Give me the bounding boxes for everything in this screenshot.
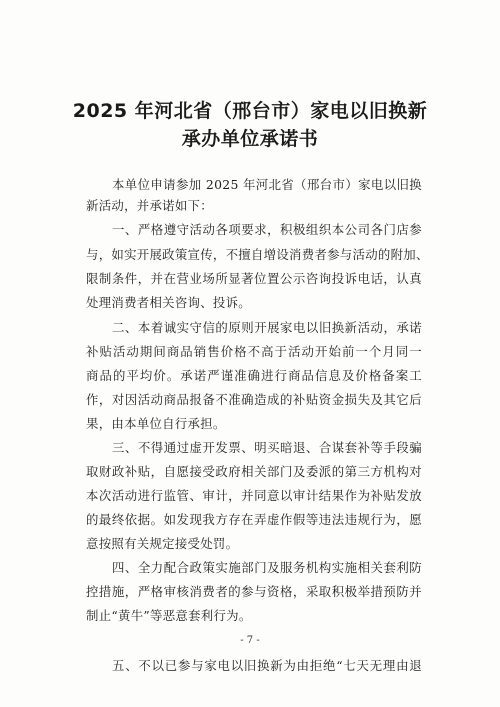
body-line: 新活动，并承诺如下： [86,198,213,213]
body-line: 控措施，严格审核消费者的参与资格，采取积极举措预防并 [86,584,422,599]
body-line: 果，由本单位自行承担。 [86,416,226,431]
body-line: 商品的平均价。承诺严谨准确进行商品信息及价格备案工 [86,368,422,383]
body-line: 一、严格遵守活动各项要求，积极组织本公司各门店参 [112,222,422,237]
body-line: 限制条件，并在营业场所显著位置公示咨询投诉电话，认真 [86,271,422,286]
body-line: 本单位申请参加 2025 年河北省（邢台市）家电以旧换 [112,177,422,192]
document-title-line-1: 2025 年河北省（邢台市）家电以旧换新 [72,100,428,122]
body-line: 三、不得通过虚开发票、明买暗退、合谋套补等手段骗 [112,440,422,455]
page-number: - 7 - [240,635,260,646]
body-line: 的最终依据。如发现我方存在弄虚作假等违法违规行为，愿 [86,512,422,527]
body-line: 四、全力配合政策实施部门及服务机构实施相关套利防 [112,560,422,575]
body-line: 处理消费者相关咨询、投诉。 [86,295,251,310]
body-line: 作，对因活动商品报备不准确造成的补贴资金损失及其它后 [86,392,422,407]
document-title-line-2: 承办单位承诺书 [181,128,319,150]
body-line: 意按照有关规定接受处罚。 [86,536,239,551]
body-line: 二、本着诚实守信的原则开展家电以旧换新活动，承诺 [112,320,422,335]
body-line: 本次活动进行监管、审计，并同意以审计结果作为补贴发放 [86,488,422,503]
body-line: 制止“黄牛”等恶意套利行为。 [86,608,252,623]
body-line: 五、不以已参与家电以旧换新为由拒绝“七天无理由退 [112,658,422,673]
body-line: 取财政补贴，自愿接受政府相关部门及委派的第三方机构对 [86,464,422,479]
body-line: 与，如实开展政策宣传，不擅自增设消费者参与活动的附加、 [86,247,429,262]
body-line: 补贴活动期间商品销售价格不高于活动开始前一个月同一 [86,344,422,359]
